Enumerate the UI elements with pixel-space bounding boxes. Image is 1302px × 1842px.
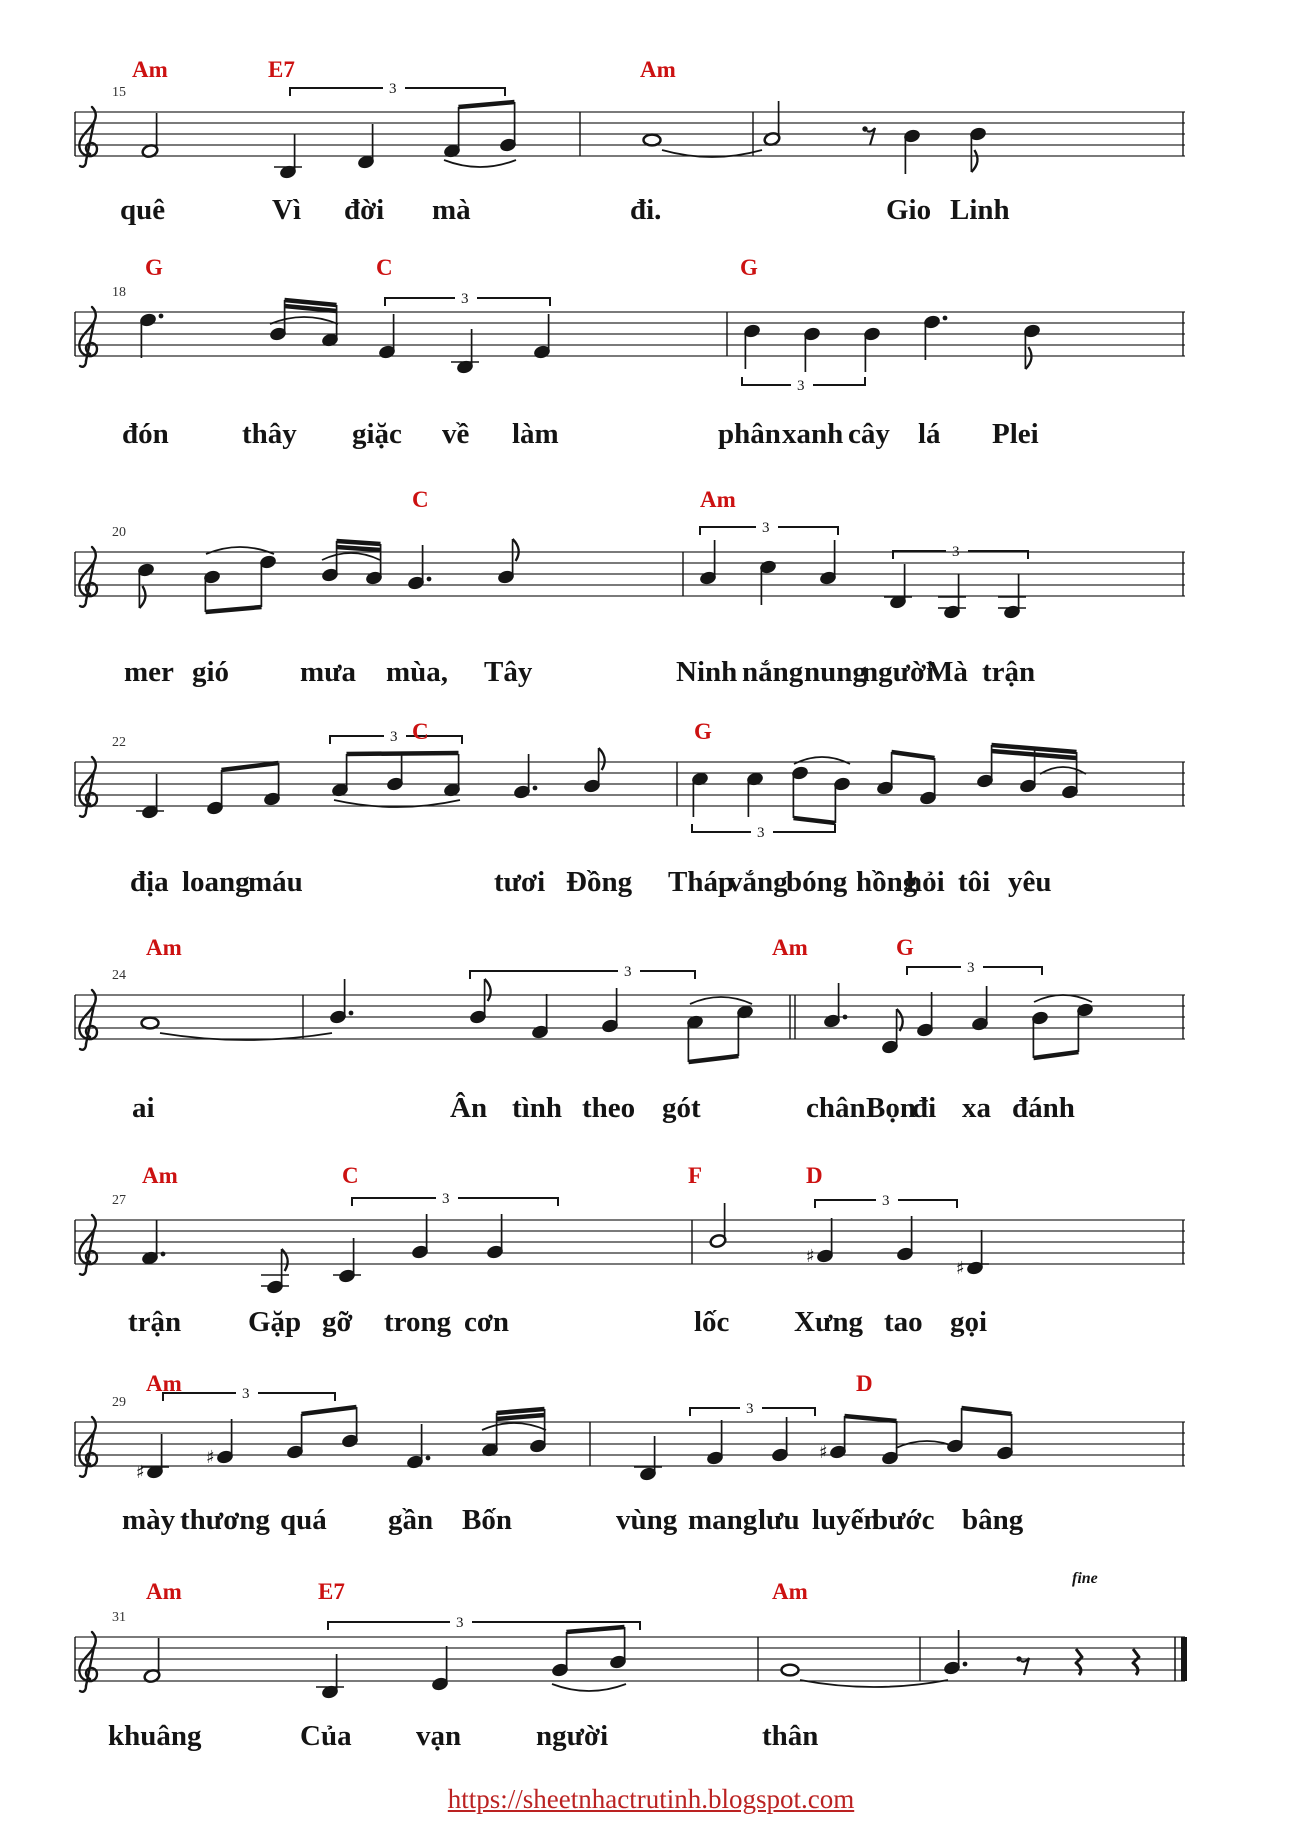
lyric-word: mưa [300,656,357,688]
measure-number: 29 [112,1395,126,1410]
measure-number: 24 [112,968,126,983]
chord-label: E7 [268,57,295,82]
lyric-word: trận [982,656,1036,688]
lyric-word: quê [120,194,166,226]
chord-label: Am [142,1163,178,1188]
measure-number: 22 [112,735,126,750]
measure-number: 18 [112,285,126,300]
lyric-word: thân [762,1720,819,1752]
chord-label: Am [700,487,736,512]
measure-number: 27 [112,1193,126,1208]
lyric-word: bâng [962,1504,1024,1536]
sharp-icon: ♯ [206,1447,215,1468]
triplet-number: 3 [456,1615,464,1631]
lyric-word: máu [248,866,303,898]
lyric-word: bóng [786,866,848,898]
lyric-word: mày [122,1504,176,1536]
lyric-word: đánh [1012,1092,1075,1124]
lyric-word: Tây [484,656,533,688]
lyric-word: lốc [694,1306,730,1338]
lyric-word: gọi [950,1306,988,1338]
lyric-word: địa [130,866,169,898]
lyric-word: Ân [450,1092,488,1124]
measure-number: 20 [112,525,126,540]
lyric-word: khuâng [108,1720,202,1752]
lyric-word: cây [848,418,890,450]
lyric-word: Plei [992,418,1039,450]
lyric-word: Bốn [462,1504,512,1536]
triplet-number: 3 [390,729,398,745]
lyric-word: thương [180,1504,270,1536]
chord-label: Am [146,1371,182,1396]
lyric-word: tôi [958,866,991,898]
chord-label: G [896,935,914,960]
lyric-word: làm [512,418,559,450]
lyric-word: gót [662,1092,701,1124]
triplet-number: 3 [882,1193,890,1209]
lyric-word: theo [582,1092,636,1124]
chord-label: D [856,1371,873,1396]
lyric-word: Linh [950,194,1010,226]
lyric-word: trận [128,1306,182,1338]
triplet-number: 3 [442,1191,450,1207]
lyric-word: Tháp [668,866,735,898]
lyric-word: hồng [856,866,918,898]
lyric-word: tao [884,1306,923,1338]
triplet-number: 3 [624,964,632,980]
lyric-word: trong [384,1306,452,1338]
lyric-word: vùng [616,1504,678,1536]
chord-label: Am [640,57,676,82]
chord-label: C [412,487,429,512]
chord-label: C [412,719,429,744]
lyric-word: Xưng [794,1306,863,1338]
triplet-number: 3 [461,291,469,307]
sharp-icon: ♯ [806,1246,815,1267]
sharp-icon: ♯ [136,1462,145,1483]
lyric-word: bước [872,1504,935,1536]
lyric-word: lưu [758,1504,800,1536]
lyric-word: Gio [886,194,932,226]
lyric-word: quá [280,1504,327,1536]
lyric-word: nắng [742,656,804,688]
lyric-word: đón [122,418,169,450]
lyric-word: tình [512,1092,562,1124]
sharp-icon: ♯ [956,1258,965,1279]
lyric-word: gió [192,656,230,688]
chord-label: D [806,1163,823,1188]
chord-label: C [376,255,393,280]
fine-marking: fine [1072,1570,1098,1587]
lyric-word: giặc [352,418,402,450]
lyric-word: người [862,656,935,688]
lyric-word: loang [182,866,250,898]
sharp-icon: ♯ [819,1442,828,1463]
chord-label: Am [146,935,182,960]
triplet-number: 3 [757,825,765,841]
lyric-word: thây [242,418,297,450]
lyric-word: về [442,418,470,450]
lyric-word: Mà [926,656,968,688]
chord-label: F [688,1163,703,1188]
lyric-word: mer [124,656,174,688]
chord-label: E7 [318,1579,345,1604]
lyric-word: gần [388,1504,434,1536]
chord-label: G [145,255,163,280]
triplet-number: 3 [952,544,960,560]
chord-label: Am [772,935,808,960]
triplet-number: 3 [967,960,975,976]
chord-label: Am [146,1579,182,1604]
lyric-word: chân [806,1092,866,1124]
triplet-number: 3 [797,378,805,394]
lyric-word: mang [688,1504,758,1536]
lyric-word: người [536,1720,609,1752]
measure-number: 15 [112,85,126,100]
lyric-word: Bọn [866,1092,916,1124]
lyric-word: vạn [416,1720,462,1752]
lyric-word: luyến [812,1504,880,1536]
lyric-word: đi [912,1092,937,1124]
triplet-number: 3 [389,81,397,97]
lyric-word: tươi [494,866,546,898]
lyric-word: hỏi [906,866,945,898]
lyric-word: nung [804,656,867,688]
lyric-word: Vì [272,194,301,226]
lyric-word: cơn [464,1306,510,1338]
lyric-word: phân [718,418,781,450]
chord-label: Am [772,1579,808,1604]
chord-label: G [740,255,758,280]
measure-number: 31 [112,1610,126,1625]
chord-label: Am [132,57,168,82]
lyric-word: lá [918,418,941,450]
lyric-word: vắng [728,866,788,898]
lyric-word: xanh [782,418,844,450]
footer [0,1784,1302,1815]
triplet-number: 3 [242,1386,250,1402]
chord-label: G [694,719,712,744]
lyric-word: Của [300,1720,352,1752]
lyric-word: mùa, [386,656,449,688]
lyric-word: ai [132,1092,155,1124]
triplet-number: 3 [762,520,770,536]
footer-url-link[interactable]: https://sheetnhactrutinh.blogspot.com [447,1784,855,1814]
lyric-word: đi. [630,194,662,226]
chord-label: C [342,1163,359,1188]
lyric-word: Ninh [676,656,738,688]
lyric-word: Gặp [248,1306,302,1338]
triplet-number: 3 [746,1401,754,1417]
lyric-word: gỡ [322,1306,353,1338]
lyric-word: Đồng [566,866,633,898]
lyric-word: xa [962,1092,991,1124]
lyric-word: yêu [1008,866,1052,898]
lyric-word: mà [432,194,471,226]
lyric-word: đời [344,194,385,226]
